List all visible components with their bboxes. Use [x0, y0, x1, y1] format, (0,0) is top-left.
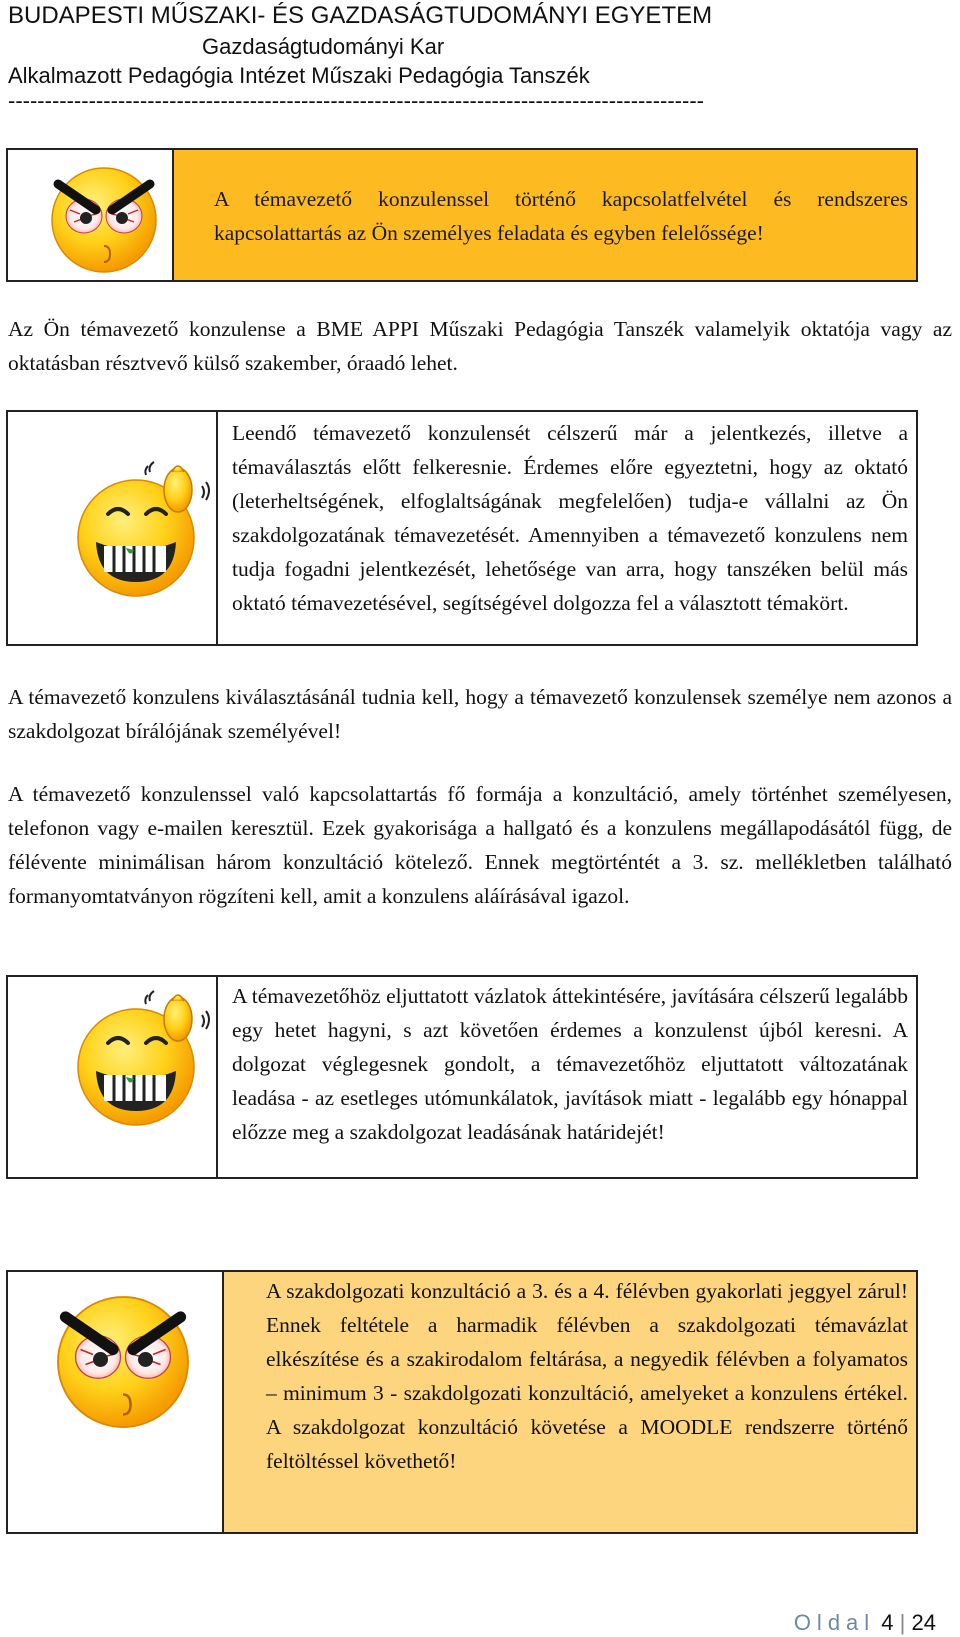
page-total: 24: [911, 1610, 936, 1635]
callout-responsibility: [6, 148, 918, 282]
page-label: Oldal: [793, 1610, 876, 1635]
paragraph-consultation-form: A témavezető konzulenssel való kapcsolattartás fő formája a konzultáció, amely történhet személyesen, telefonon vagy e-mailen keresztül. Ezek gyakorisága a hallgató és a konzulens megállapodásától függ, de félévente minimálisan három konzultáció kötelező. Ennek megtörténtét a 3. sz. mellékletben található formanyomtatványon rögzíteni kell, amit a konzulens aláírásával igazol.: [8, 782, 952, 908]
angry-face-icon: [44, 156, 164, 276]
grinning-thumbs-up-icon: [74, 981, 214, 1131]
callout-advice-early-text: Leendő témavezető konzulensét célszerű már a jelentkezés, illetve a témaválasztás előtt felkeresnie. Érdemes előre egyeztetni, hogy az oktató (leterheltségének, elfoglaltságának megfelelően) tudja-e vállalni az Ön szakdolgozatának témavezetését. Amennyiben a témavezető konzulens nem tudja fogadni jelentkezését, lehetősége van arra, hogy tanszéken belül más oktató témavezetésével, segítségével dolgozza fel a választott témakört.: [232, 421, 908, 615]
angry-face-icon: [48, 1282, 198, 1432]
page-current: 4: [881, 1610, 894, 1635]
callout-grading: [6, 1270, 918, 1534]
callout-advice-early: [6, 410, 918, 646]
university-name: BUDAPESTI MŰSZAKI- ÉS GAZDASÁGTUDOMÁNYI EGYETEM: [8, 2, 713, 29]
header-separator: -----------------------------------------------------------------------------------------------: [8, 88, 704, 113]
callout-draft-review: [6, 975, 918, 1179]
callout-responsibility-text: A témavezető konzulenssel történő kapcsolatfelvétel és rendszeres kapcsolattartás az Ön személyes feladata és egyben felelőssége!: [214, 187, 908, 245]
page-footer: [794, 1610, 936, 1636]
page-divider: |: [899, 1610, 906, 1635]
paragraph-consultant-info: Az Ön témavezető konzulense a BME APPI Műszaki Pedagógia Tanszék valamelyik oktatója vagy az oktatásban résztvevő külső szakember, óraadó lehet.: [8, 317, 952, 375]
faculty-name: Gazdaságtudományi Kar: [202, 34, 445, 59]
grinning-thumbs-up-icon: [74, 452, 214, 602]
department-name: Alkalmazott Pedagógia Intézet Műszaki Pedagógia Tanszék: [8, 63, 590, 88]
callout-draft-review-text: A témavezetőhöz eljuttatott vázlatok áttekintésére, javítására célszerű legalább egy hetet hagyni, s azt követően érdemes a konzulenst újból keresni. A dolgozat véglegesnek gondolt, a témavezetőhöz eljuttatott változatának leadása - az esetleges utómunkálatok, javítások miatt - legalább egy hónappal előzze meg a szakdolgozat leadásának határidejét!: [232, 984, 908, 1144]
callout-grading-text: A szakdolgozati konzultáció a 3. és a 4. félévben gyakorlati jeggyel zárul! Ennek feltétele a harmadik félévben a szakdolgozati témavázlat elkészítése és a szakirodalom feltárása, a negyedik félévben a folyamatos – minimum 3 - szakdolgozati konzultáció, amelyeket a konzulens értékel. A szakdolgozat konzultáció követése a MOODLE rendszerre történő feltöltéssel követhető!: [266, 1279, 908, 1473]
paragraph-reviewer-note: A témavezető konzulens kiválasztásánál tudnia kell, hogy a témavezető konzulensek személye nem azonos a szakdolgozat bírálójának személyével!: [8, 685, 952, 743]
